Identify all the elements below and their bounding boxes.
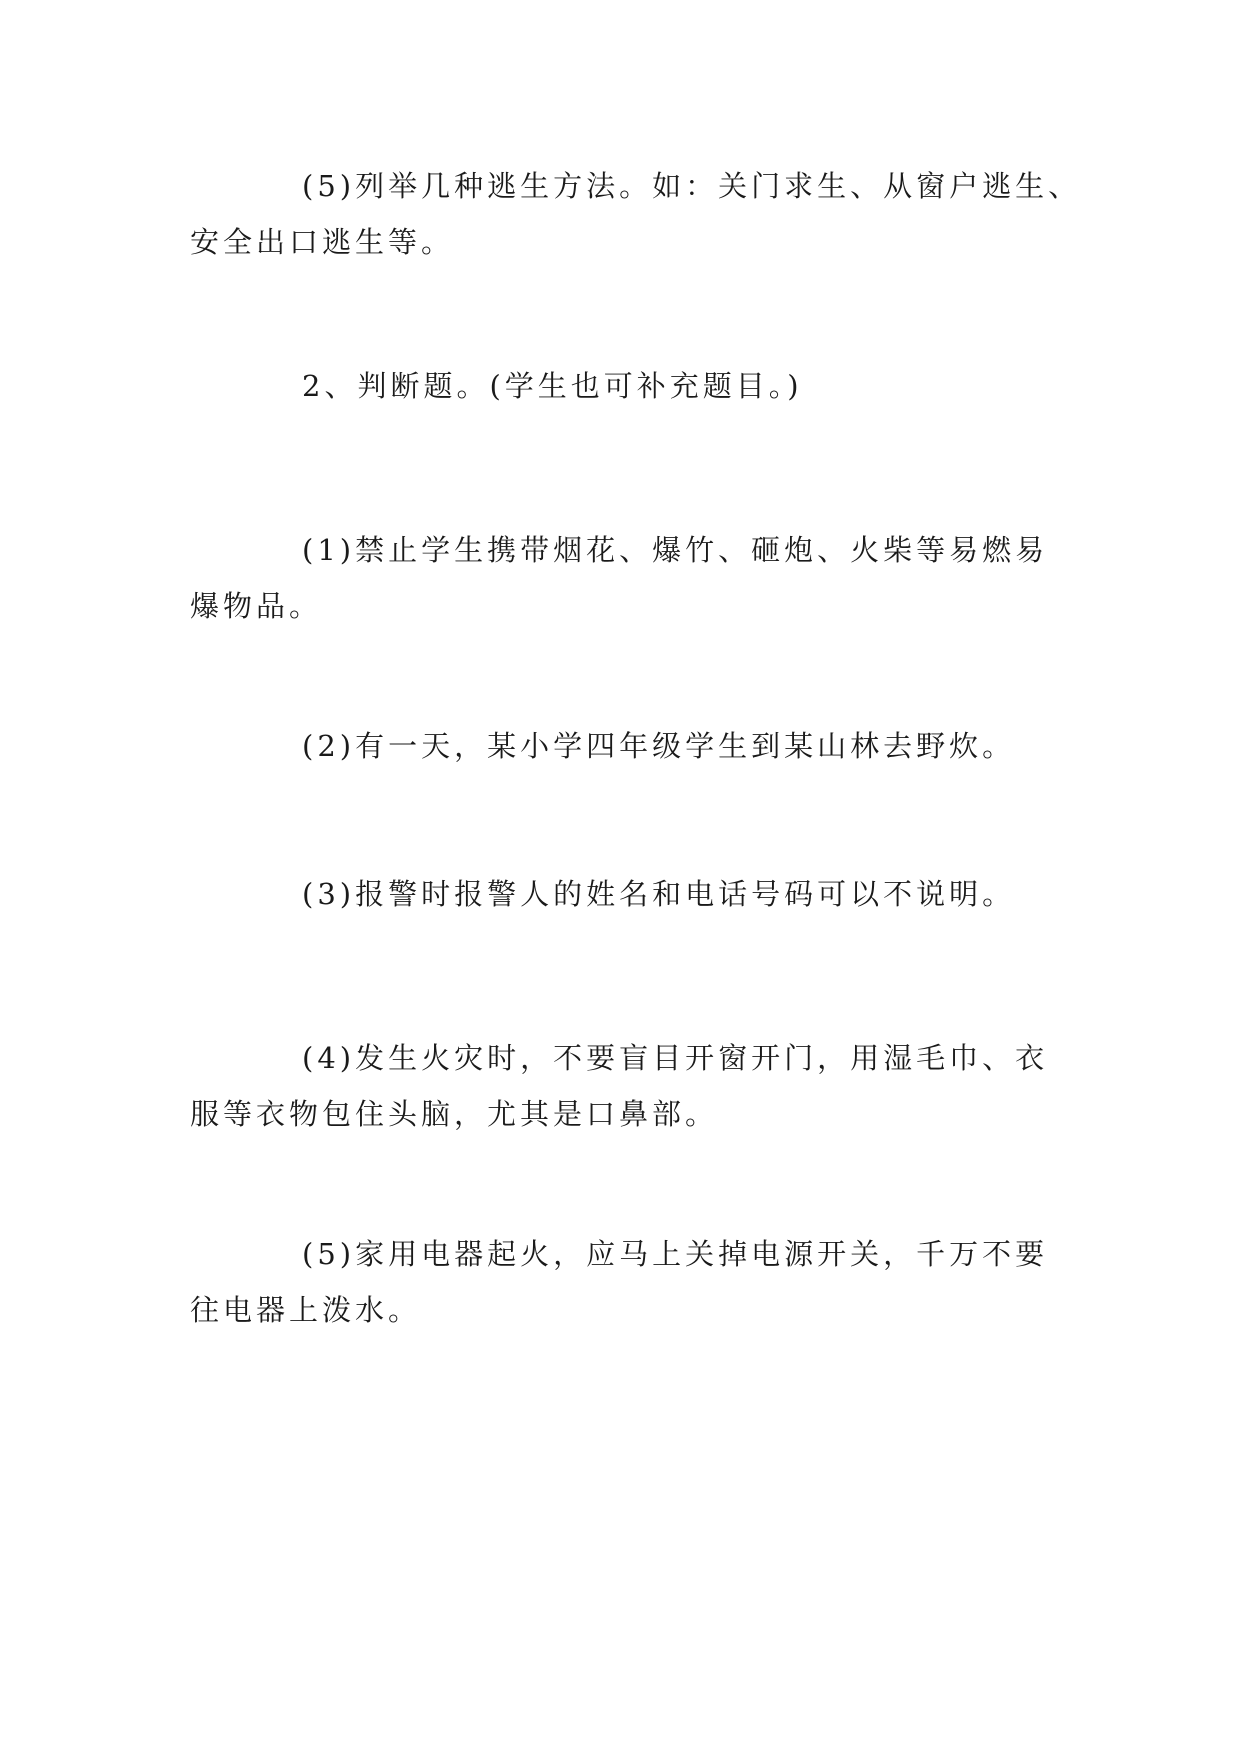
section-heading-true-false	[190, 358, 1050, 414]
question-item-5	[190, 1226, 1050, 1338]
question-item-2	[190, 718, 1050, 774]
paragraph-line: 往电器上泼水。	[190, 1293, 422, 1327]
paragraph-line: (3)报警时报警人的姓名和电话号码可以不说明。	[302, 877, 1016, 911]
paragraph-line: 爆物品。	[190, 589, 323, 623]
paragraph-line: (2)有一天，某小学四年级学生到某山林去野炊。	[302, 729, 1016, 763]
paragraph-line: (1)禁止学生携带烟花、爆竹、砸炮、火柴等易燃易	[302, 533, 1049, 567]
paragraph-line: (5)家用电器起火，应马上关掉电源开关，千万不要	[302, 1237, 1049, 1271]
paragraph-escape-methods	[190, 158, 1082, 270]
paragraph-line: (4)发生火灾时，不要盲目开窗开门，用湿毛巾、衣	[302, 1041, 1049, 1075]
paragraph-line: 服等衣物包住头脑，尤其是口鼻部。	[190, 1097, 719, 1131]
paragraph-line: 2、判断题。(学生也可补充题目。)	[302, 369, 803, 403]
paragraph-line: 安全出口逃生等。	[190, 225, 455, 259]
question-item-4	[190, 1030, 1050, 1142]
question-item-1	[190, 522, 1050, 634]
question-item-3	[190, 866, 1050, 922]
paragraph-line: (5)列举几种逃生方法。如：关门求生、从窗户逃生、	[302, 169, 1082, 203]
